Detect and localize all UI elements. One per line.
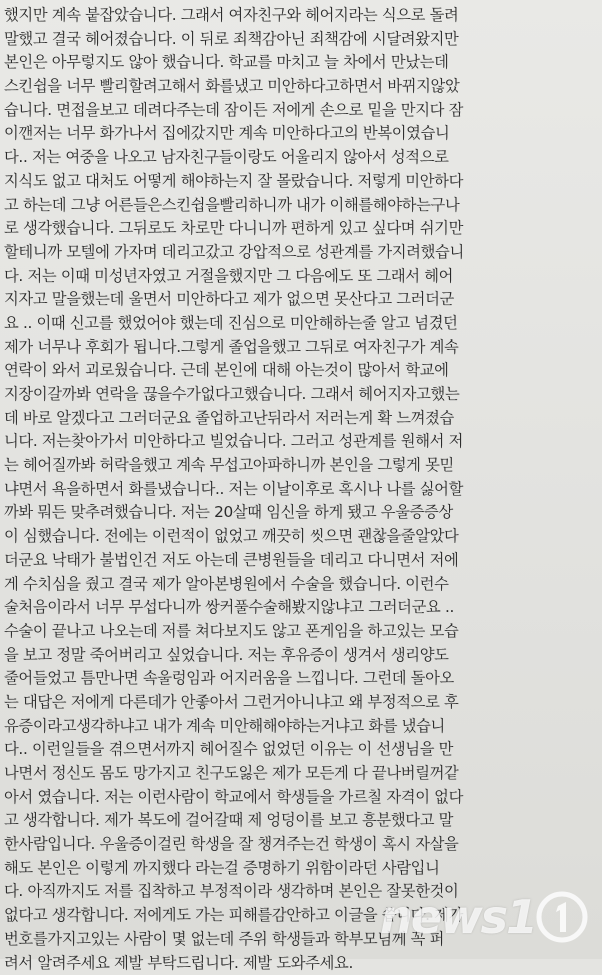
post-line: 지장이갈까봐 연락을 끊을수가없다고했습니다. 그래서 헤어지자고했는 — [4, 383, 598, 407]
post-line: 지식도 없고 대처도 어떻게 해야하는지 잘 몰랐습니다. 저렇게 미안하다 — [4, 170, 598, 194]
post-line: 해도 본인은 이렇게 까지했다 라는걸 증명하기 위함이라던 사람입니 — [4, 857, 598, 881]
post-line: 습니다. 면접을보고 데려다주는데 잠이든 저에게 손으로 밑을 만지다 잠 — [4, 99, 598, 123]
post-line: 다.. 이런일들을 겪으면서까지 헤어질수 없었던 이유는 이 선생님을 만 — [4, 738, 598, 762]
post-line: 고 하는데 그냥 어른들은스킨쉽을빨리하니까 내가 이해를해야하는구나 — [4, 194, 598, 218]
post-line: 고 생각합니다. 제가 복도에 걸어갈때 제 엉덩이를 보고 흥분했다고 말 — [4, 809, 598, 833]
post-line: 술처음이라서 너무 무섭다니까 쌍커풀수술해봤지않냐고 그러더군요 .. — [4, 596, 598, 620]
post-line: 수술이 끝나고 나오는데 저를 쳐다보지도 않고 폰게임을 하고있는 모습 — [4, 620, 598, 644]
post-line: 다. 아직까지도 저를 집착하고 부정적이라 생각하며 본인은 잘못한것이 — [4, 880, 598, 904]
post-line: 없다고 생각합니다. 저에게도 가는 피해를감안하고 이글을 씁니다. 제가 — [4, 904, 598, 928]
post-line: 지자고 말을했는데 울면서 미안하다고 제가 없으면 못산다고 그러더군 — [4, 288, 598, 312]
post-line: 는 대답은 저에게 다른데가 안좋아서 그런거아니냐고 왜 부정적으로 후 — [4, 691, 598, 715]
post-line: 니다. 저는찾아가서 미안하다고 빌었습니다. 그러고 성관계를 원해서 저 — [4, 430, 598, 454]
post-line: 로 생각했습니다. 그뒤로도 차로만 다니니까 편하게 있고 싶다며 쉬기만 — [4, 217, 598, 241]
post-line: 번호를가지고있는 사람이 몇 없는데 주위 학생들과 학부모님께 꼭 퍼 — [4, 928, 598, 952]
post-line: 스킨쉽을 너무 빨리할려고해서 화를냈고 미안하다고하면서 바뀌지않았 — [4, 75, 598, 99]
post-line: 연락이 와서 괴로웠습니다. 근데 본인에 대해 아는것이 많아서 학교에 — [4, 359, 598, 383]
post-line: 이 심했습니다. 전에는 이런적이 없었고 깨끗히 씻으면 괜찮을줄알았다 — [4, 525, 598, 549]
post-body-text — [4, 4, 598, 975]
post-line: 한사람입니다. 우울증이걸린 학생을 잘 챙겨주는건 학생이 혹시 자살을 — [4, 833, 598, 857]
post-line: 유증이라고생각하냐고 내가 계속 미안해해야하는거냐고 화를 냈습니 — [4, 715, 598, 739]
post-line: 제가 너무나 후회가 됩니다.그렇게 졸업을했고 그뒤로 여자친구가 계속 — [4, 336, 598, 360]
news1-logo-icon — [536, 891, 588, 943]
post-line: 나면서 정신도 몸도 망가지고 친구도잃은 제가 모든게 다 끝나버릴꺼같 — [4, 762, 598, 786]
post-line: 는 헤어질까봐 허락을했고 계속 무섭고아파하니까 본인을 그렇게 못믿 — [4, 454, 598, 478]
post-line: 데 바로 알겠다고 그러더군요 졸업하고난뒤라서 저러는게 확 느껴졌습 — [4, 407, 598, 431]
post-line: 다. 저는 이때 미성년자였고 거절을했지만 그 다음에도 또 그래서 헤어 — [4, 265, 598, 289]
watermark-text: news1 — [380, 887, 536, 947]
post-line: 줄어들었고 틈만나면 속울렁임과 어지러움을 느낍니다. 그런데 돌아오 — [4, 667, 598, 691]
post-line: 요 .. 이때 신고를 했었어야 했는데 진심으로 미안해하는줄 알고 넘겼던 — [4, 312, 598, 336]
post-line: 려서 알려주세요 제발 부탁드립니다. 제발 도와주세요. — [4, 952, 598, 975]
post-line: 다.. 저는 여중을 나오고 남자친구들이랑도 어울리지 않아서 성적으로 — [4, 146, 598, 170]
post-line: 을 보고 정말 죽어버리고 싶었습니다. 저는 후유증이 생겨서 생리양도 — [4, 644, 598, 668]
post-line: 했지만 계속 붙잡았습니다. 그래서 여자친구와 헤어지라는 식으로 돌려 — [4, 4, 598, 28]
watermark — [398, 887, 588, 947]
post-line: 말했고 결국 헤어졌습니다. 이 뒤로 죄책감아닌 죄책감에 시달려왔지만 — [4, 28, 598, 52]
post-line: 본인은 아무렇지도 않아 했습니다. 학교를 마치고 늘 차에서 만났는데 — [4, 51, 598, 75]
post-line: 냐면서 욕을하면서 화를냈습니다.. 저는 이날이후로 혹시나 나를 싫어할 — [4, 478, 598, 502]
post-line: 할테니까 모텔에 가자며 데리고갔고 강압적으로 성관계를 가지려했습니 — [4, 241, 598, 265]
post-line: 까봐 뭐든 맞추려했습니다. 저는 20살때 임신을 하게 됐고 우울증증상 — [4, 501, 598, 525]
post-line: 게 수치심을 줬고 결국 제가 알아본병원에서 수술을 했습니다. 이런수 — [4, 573, 598, 597]
post-line: 아서 였습니다. 저는 이런사람이 학교에서 학생들을 가르칠 자격이 없다 — [4, 786, 598, 810]
post-line: 더군요 낙태가 불법인건 저도 아는데 큰병원들을 데리고 다니면서 저에 — [4, 549, 598, 573]
post-line: 이깬저는 너무 화가나서 집에갔지만 계속 미안하다고의 반복이였습니 — [4, 122, 598, 146]
